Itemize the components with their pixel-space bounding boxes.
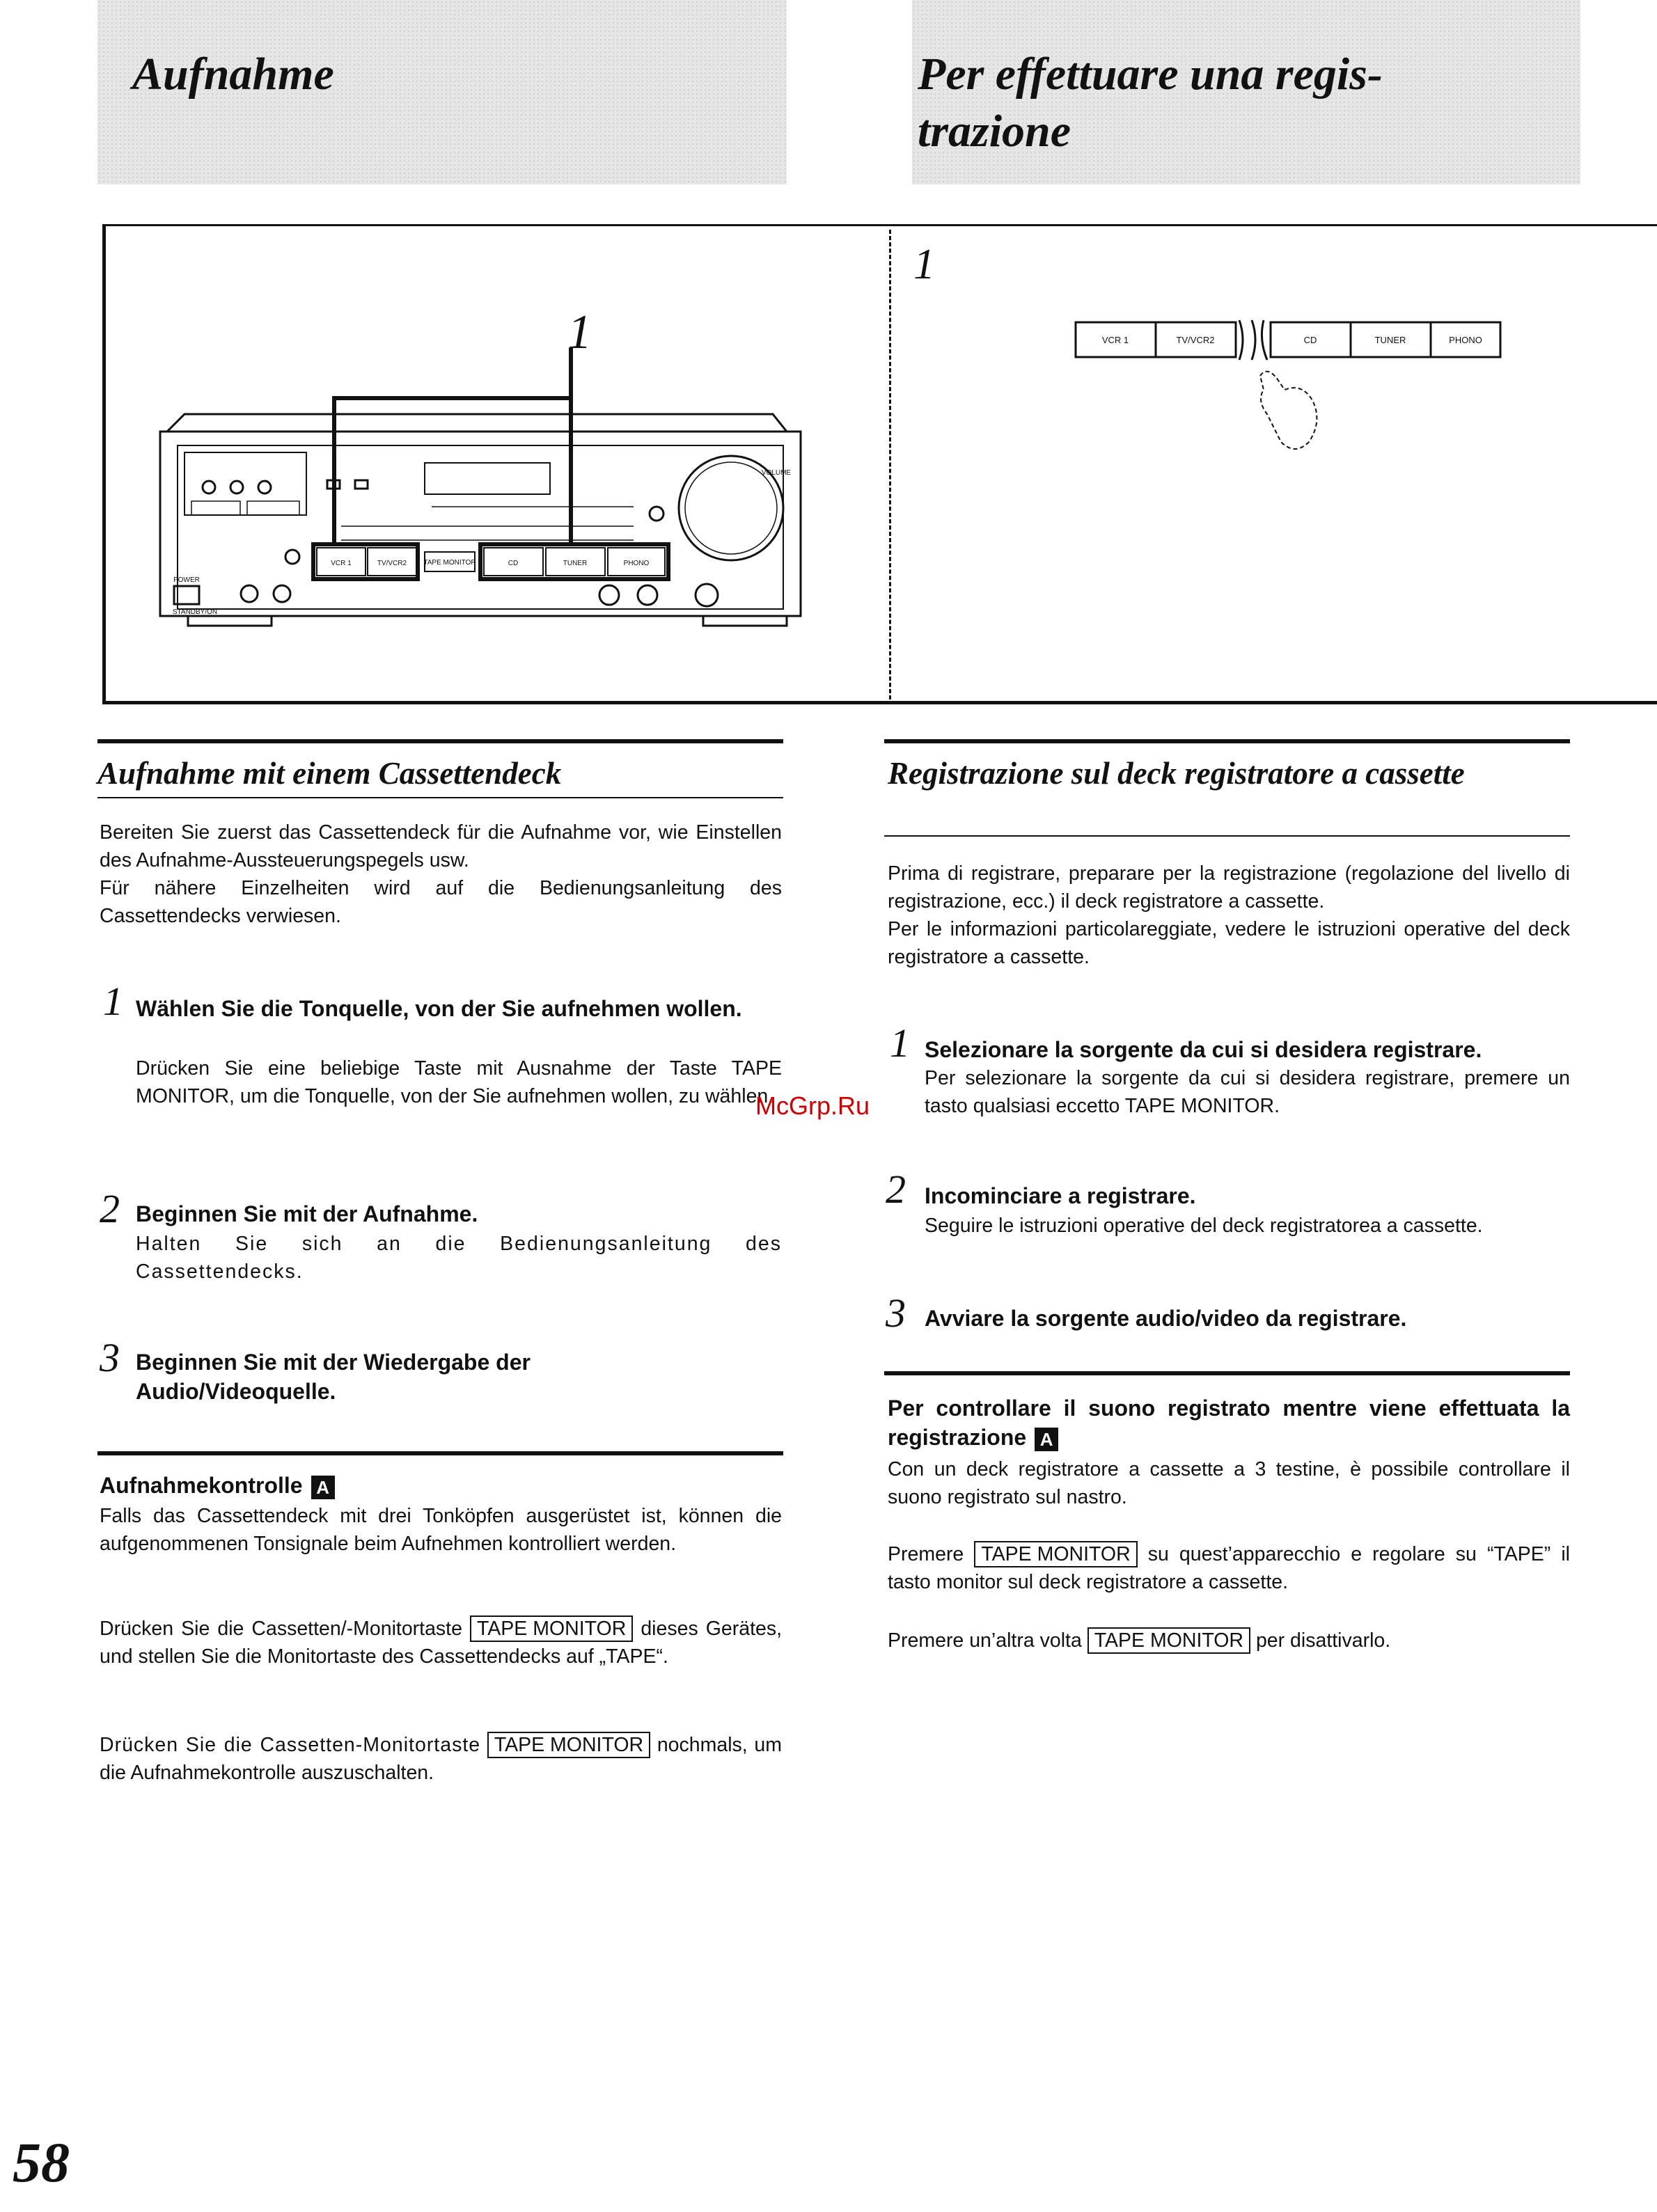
panel-btn-cd: CD [508,560,519,567]
it-press2 [888,1627,1570,1654]
closeup-btn-tuner: TUNER [1374,335,1406,345]
it-press2-after: per disattivarlo. [1255,1629,1391,1652]
de-press2-after: nochmals, um die Aufnahmekontrolle auszuschalten. [100,1734,783,1784]
de-monitor-heading [100,1471,335,1500]
it-monitor-rule [884,1371,1570,1375]
de-press2 [100,1731,782,1787]
callout-line-left [334,398,571,544]
it-tape-monitor-button-1[interactable]: TAPE MONITOR [974,1541,1137,1567]
it-press2-before: Premere un’altra volta [888,1629,1082,1652]
knob-label: VOLUME [761,469,792,477]
it-tape-monitor-button-2[interactable]: TAPE MONITOR [1087,1627,1250,1654]
de-monitor-text: Falls das Cassettendeck mit drei Tonköpfen ausgerüstet ist, können die aufgenommenen Tonsignale beim Aufnehmen kontrolliert werden. [100,1505,782,1555]
it-intro: Prima di registrare, preparare per la registrazione (regolazione del livello di registrazione, ecc.) il deck registratore a cassette. Per le informazioni particolareggiate, vedere le istruzioni operative del deck registratore a cassette. [888,862,1570,968]
it-step2-title: Incominciare a registrare. [925,1183,1196,1208]
page-number: 58 [13,2131,70,2194]
figure-step-right: 1 [913,241,935,288]
closeup-btn-vcr1: VCR 1 [1101,335,1129,345]
panel-btn-tvvcr2: TV/VCR2 [377,560,407,567]
closeup-btn-cd: CD [1303,335,1317,345]
de-intro: Bereiten Sie zuerst das Cassettendeck für die Aufnahme vor, wie Einstellen des Aufnahme-Aussteuerungspegels usw. Für nähere Einzelheiten wird auf die Bedienungsanleitung des Cassettendecks verwiesen. [100,821,782,927]
receiver-illustration [146,348,808,633]
figure-divider [889,230,891,700]
de-monitor-rule [97,1451,783,1455]
it-section-rule-bottom [884,835,1570,837]
it-step1-text: Per selezionare la sorgente da cui si desidera registrare, premere un tasto qualsiasi eccetto TAPE MONITOR. [925,1067,1570,1117]
figure-step-left: 1 [567,306,592,359]
de-tape-monitor-button-2[interactable]: TAPE MONITOR [487,1732,650,1758]
phones-jack [241,585,258,602]
panel-btn-tuner: TUNER [563,560,588,567]
de-press1-after: dieses Gerätes, und stellen Sie die Monitortaste des Cassettendecks auf „TAPE“. [100,1618,783,1668]
pointing-hand-icon [1260,372,1317,449]
panel-btn-vcr1: VCR 1 [331,560,352,567]
it-monitor-title: Per controllare il suono registrato mentre viene effettuata la registrazione [888,1396,1570,1450]
page-title-de: Aufnahme [132,49,334,100]
receiver-panel [178,445,783,609]
foot-right [703,616,787,626]
de-monitor-title: Aufnahmekontrolle [100,1473,303,1498]
de-step1-num: 1 [103,979,123,1024]
page-title-it-line1: Per effettuare una regis- [918,49,1383,100]
button-closeup [1072,317,1504,463]
watermark: McGrp.Ru [755,1091,870,1120]
de-step2-title: Beginnen Sie mit der Aufnahme. [136,1201,478,1226]
it-step2-num: 2 [886,1167,906,1212]
power-label: POWER [173,576,200,584]
de-step2-num: 2 [100,1186,120,1231]
de-press1 [100,1615,782,1670]
closeup-btn-tvvcr2: TV/VCR2 [1176,335,1215,345]
de-section-title: Aufnahme mit einem Cassettendeck [97,756,562,791]
it-press1-before: Premere [888,1543,964,1565]
closeup-btn-phono: PHONO [1449,335,1482,345]
it-step3-num: 3 [886,1290,906,1336]
de-step3-num: 3 [100,1335,120,1380]
de-press2-before: Drücken Sie die Cassetten-Monitortaste [100,1734,481,1756]
de-step2-text: Halten Sie sich an die Bedienungsanleitung des Cassettendecks. [136,1233,782,1283]
panel-btn-tape-monitor: TAPE MONITOR [423,559,476,567]
de-press1-before: Drücken Sie die Cassetten/-Monitortaste [100,1618,462,1640]
it-monitor-heading [888,1393,1570,1452]
de-tape-monitor-button-1[interactable]: TAPE MONITOR [470,1615,633,1642]
it-step3-title: Avviare la sorgente audio/video da registrare. [925,1306,1407,1331]
it-step1-title: Selezionare la sorgente da cui si desidera registrare. [925,1037,1482,1062]
de-step1-text: Drücken Sie eine beliebige Taste mit Ausnahme der Taste TAPE MONITOR, um die Tonquelle, von der Sie aufnehmen wollen, zu wählen. [136,1057,782,1107]
de-section-rule-top [97,739,783,743]
panel-btn-phono: PHONO [623,560,650,567]
standby-label: STANDBY/ON [172,608,218,616]
de-section-rule-bottom [97,797,783,798]
de-step3-title: Beginnen Sie mit der Wiedergabe der Audio/Videoquelle. [136,1350,531,1404]
it-section-rule-top [884,739,1570,743]
it-section-title: Registrazione sul deck registratore a cassette [888,756,1465,791]
receiver-top-outline [167,414,787,432]
page-title-it-line2: trazione [918,106,1071,157]
it-monitor-badge: A [1035,1428,1058,1451]
it-press1 [888,1540,1570,1596]
it-step2-text: Seguire le istruzioni operative del deck registratorea a cassette. [925,1215,1483,1237]
page-title-it [918,46,1544,160]
it-press1-after: su quest’apparecchio e regolare su “TAPE” il tasto monitor sul deck registratore a cassette. [888,1543,1570,1593]
de-monitor-badge: A [311,1476,335,1499]
display-window [425,463,550,494]
it-step1-num: 1 [890,1020,910,1066]
it-monitor-text: Con un deck registratore a cassette a 3 testine, è possibile controllare il suono registrato sul nastro. [888,1458,1570,1508]
de-step1-title: Wählen Sie die Tonquelle, von der Sie aufnehmen wollen. [136,996,742,1021]
foot-left [188,616,272,626]
